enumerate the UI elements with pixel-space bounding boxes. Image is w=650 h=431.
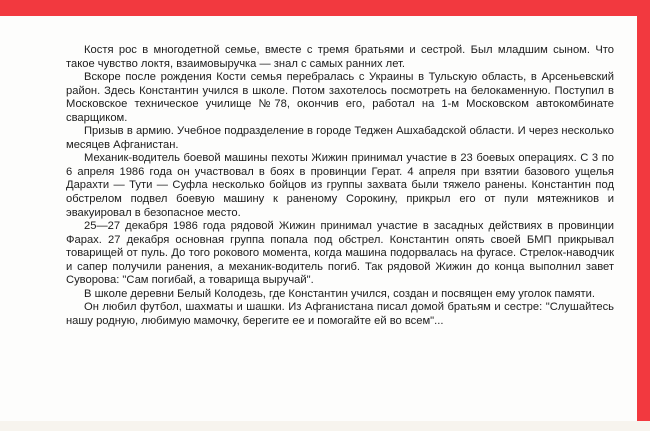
red-border-right: [637, 0, 650, 431]
paragraph-2: Вскоре после рождения Кости семья перебралась с Украины в Тульскую область, в Арсеньевский район. Здесь Константин учился в школе. Потом захотелось посмотреть на белокаменную. Поступил в Московское техническое училище №78, окончив его, работал на 1-м Московском автокомбинате сварщиком.: [66, 71, 614, 124]
paragraph-5: 25—27 декабря 1986 года рядовой Жижин принимал участие в засадных действиях в провинции Фарах. 27 декабря основная группа попала под обстрел. Константин опять своей БМП прикрывал товарищей от пуль. До того рокового момента, когда машина подорвалась на фугасе. Стрелок-наводчик и сапер получили ранения, а механик-водитель погиб. Так рядовой Жижин до конца выполнил завет Суворова: "Сам погибай, а товарища выручай".: [66, 220, 614, 287]
body-text: [66, 44, 614, 328]
red-border-top: [0, 0, 650, 16]
paragraph-1: Костя рос в многодетной семье, вместе с тремя братьями и сестрой. Был младшим сыном. Что такое чувство локтя, взаимовыручка — знал с самых ранних лет.: [66, 44, 614, 70]
paragraph-6: В школе деревни Белый Колодезь, где Константин учился, создан и посвящен ему уголок памяти.: [84, 287, 596, 300]
page: [0, 16, 637, 421]
paper-edge-bottom: [0, 421, 650, 431]
paragraph-7: Он любил футбол, шахматы и шашки. Из Афганистана писал домой братьям и сестре: "Слушайтесь нашу родную, любимую мамочку, берегите ее и помогайте ей во всем"...: [66, 301, 614, 327]
paragraph-4: Механик-водитель боевой машины пехоты Жижин принимал участие в 23 боевых операциях. С 3 по 6 апреля 1986 года он участвовал в боях в провинции Герат. 4 апреля при взятии базового ущелья Дарахти — Тути — Суфла несколько бойцов из группы захвата были тяжело ранены. Константин под обстрелом подвел боевую машину к раненому Сорокину, прикрыл его от пули мятежников и эвакуировал в безопасное место.: [66, 152, 614, 219]
paragraph-3: Призыв в армию. Учебное подразделение в городе Теджен Ашхабадской области. И через несколько месяцев Афганистан.: [66, 125, 614, 151]
